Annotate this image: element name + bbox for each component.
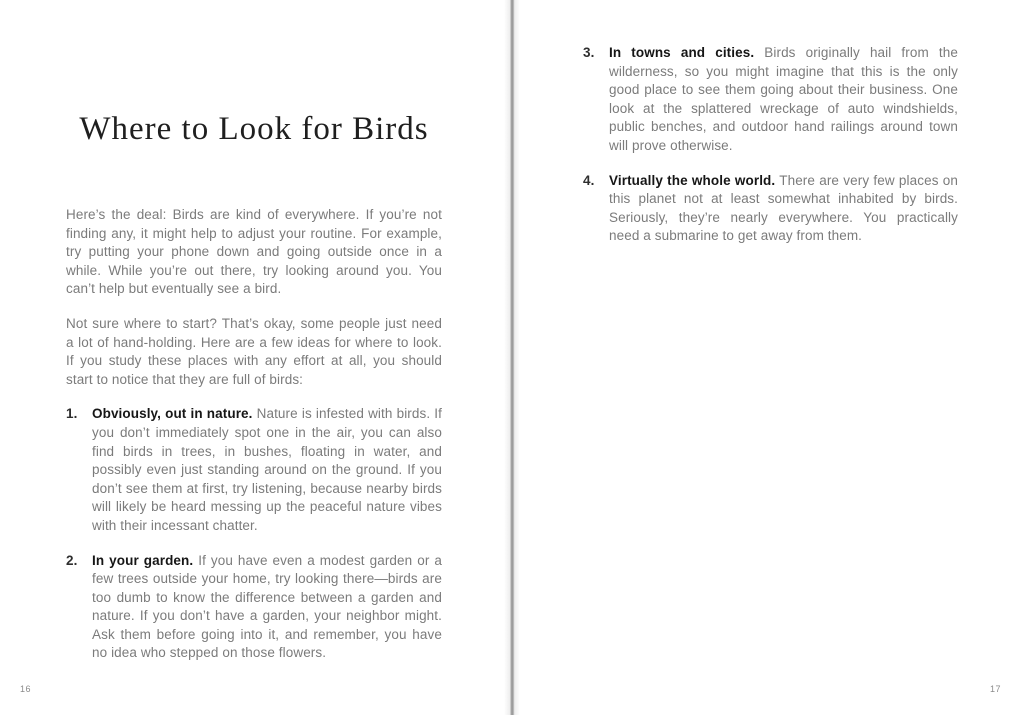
- list-item-4-number: 4.: [583, 172, 595, 188]
- numbered-list-left: [66, 405, 442, 663]
- list-item-2-lead: In your garden.: [92, 552, 194, 568]
- right-page-content: [583, 44, 958, 262]
- list-item-1-number: 1.: [66, 406, 78, 422]
- list-item-1-body: [92, 405, 442, 535]
- list-item-3-text: Birds originally hail from the wilderness, so you might imagine that this is the only good place to see them going about their business. One look at the splattered wreckage of auto windshields, public benches, and outdoor hand railings around town will prove otherwise.: [609, 45, 958, 153]
- intro-paragraph-2: Not sure where to start? That’s okay, some people just need a lot of hand-holding. Here are a few ideas for where to look. If you study these places with any effort at all, you should start to notice that they are full of birds:: [66, 315, 442, 387]
- list-item-3-lead: In towns and cities.: [609, 45, 755, 60]
- list-item-1-lead: Obviously, out in nature.: [92, 406, 253, 422]
- list-item-2-body: [92, 552, 442, 664]
- list-item-3-body: [609, 44, 958, 156]
- list-item-1-text: Nature is infested with birds. If you don’t immediately spot one in the air, you can also find birds in trees, in bushes, floating in water, and possibly even just standing around on the ground. If you don’t see them at first, try listening, because nearby birds will likely be heard messing up the peaceful nature vibes with their incessant chatter.: [92, 406, 442, 533]
- list-item-4-text: There are very few places on this planet not at least somewhat inhabited by birds. Seriously, they’re nearly everywhere. You practically need a submarine to get away from them.: [609, 172, 958, 244]
- page-number-left: 16: [20, 684, 32, 694]
- list-item-4: [583, 172, 958, 246]
- page-gutter-divider: [504, 0, 520, 715]
- numbered-list-right: [583, 44, 958, 246]
- left-page-content: [66, 0, 442, 679]
- chapter-title: Where to Look for Birds: [79, 111, 429, 147]
- list-item-2-text: If you have even a modest garden or a few trees outside your home, try looking there—birds are too dumb to know the difference between a garden and nature. If you don’t have a garden, your neighbor might. Ask them before going into it, and remember, you have no idea who stepped on those flowers.: [92, 552, 442, 661]
- list-item-3-number: 3.: [583, 45, 595, 60]
- list-item-2-number: 2.: [66, 552, 78, 568]
- list-item-1: [66, 405, 442, 535]
- page-number-right: 17: [990, 684, 1002, 694]
- list-item-2: [66, 552, 442, 664]
- list-item-4-lead: Virtually the whole world.: [609, 172, 776, 188]
- list-item-3: [583, 44, 958, 156]
- intro-paragraph-1: Here’s the deal: Birds are kind of everywhere. If you’re not finding any, it might help to adjust your routine. For example, try putting your phone down and going outside once in a while. While you’re out there, try looking around you. You can’t help but eventually see a bird.: [66, 207, 442, 297]
- right-page: [512, 0, 1024, 718]
- list-item-4-body: [609, 172, 958, 246]
